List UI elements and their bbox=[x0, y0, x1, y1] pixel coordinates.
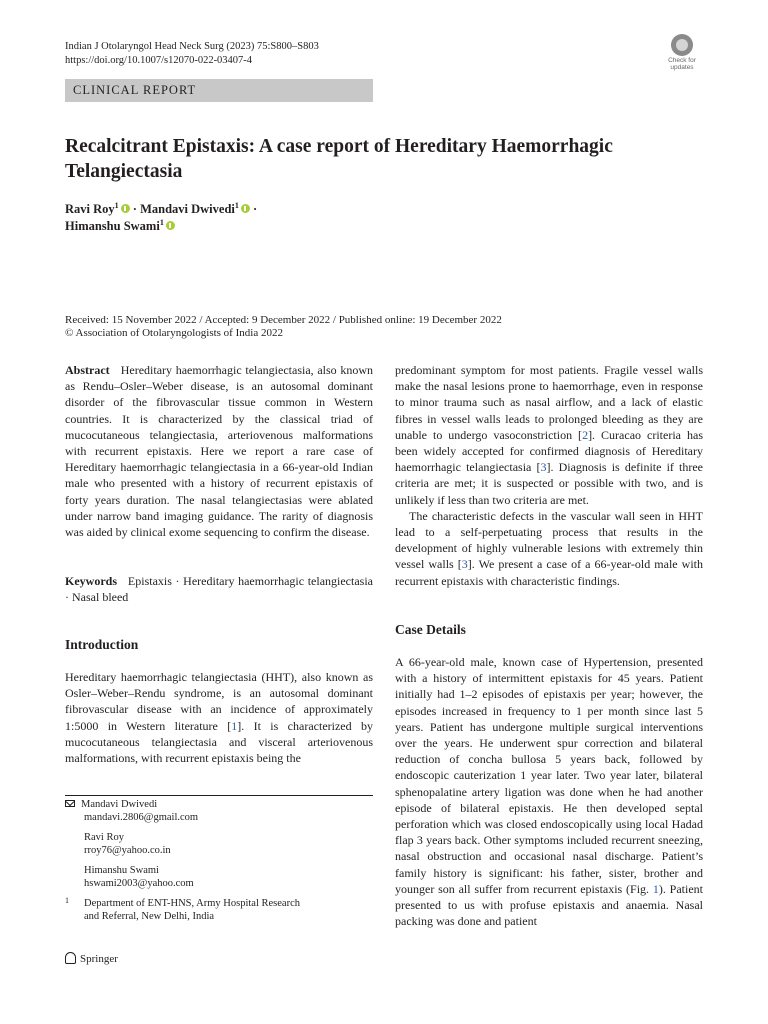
case-details-paragraph: A 66-year-old male, known case of Hypertension, presented with a history of intermittent epistaxis for 45 years. Patient initially had 1–2 episodes of epistaxis per year; however, the episodes increased in frequency to 1 per month since last 5 years. Patient has undergone multiple surgical interventions over the years. He underwent spur correction and bilateral reduction of concha bullosa 5 years back, followed by endoscopic cauterization 1 year later. Two year later, bilateral sphenopalatine artery ligation was done when he had another episode of bilateral epistaxis. He then developed septal perforation which was closed endoscopically using local Hadad flap 3 years back. Other symptoms included recurrent sneezing, nasal obstruction and occasional nasal discharge. Patient’s family history is significant: his father, sister, brother and younger son all suffer from recurrent epistaxis (Fig. 1). Patient presented to us with profuse epistaxis and anaemia. Nasal packing was done and patient bbox=[395, 655, 703, 929]
history-dates: Received: 15 November 2022 / Accepted: 9 December 2022 / Published online: 19 December 2022 bbox=[65, 314, 502, 326]
author-name[interactable]: Mandavi Dwivedi bbox=[140, 202, 235, 216]
email-link[interactable]: mandavi.2806@gmail.com bbox=[84, 811, 199, 823]
title-line1: Recalcitrant Epistaxis: A case report of Hereditary Haemorrhagic bbox=[65, 136, 613, 157]
paragraph: predominant symptom for most patients. Fragile vessel walls make the nasal lesions prone to haemorrhage, even in response to minor trauma such as nasal airflow, and a lack of elastic fibres in vessel walls leads to prolonged bleeding as they are unable to undergo vasoconstriction [2]. Curacao criteria has been widely accepted for confirmed diagnosis of Hereditary haemorrhagic telangiectasia [3]. Diagnosis is definite if three criteria are met; it is suspected or possible with two, and is unlikely if less than two criteria are met. bbox=[395, 363, 703, 507]
publisher-name: Springer bbox=[80, 953, 118, 965]
affiliation: 1 Department of ENT-HNS, Army Hospital Research and Referral, New Delhi, India bbox=[65, 896, 300, 922]
correspondence-block bbox=[65, 799, 373, 923]
article-type-banner: CLINICAL REPORT bbox=[65, 79, 373, 102]
journal-line: Indian J Otolaryngol Head Neck Surg (2023) 75:S800–S803 bbox=[65, 41, 319, 52]
author-name[interactable]: Ravi Roy bbox=[65, 202, 115, 216]
citation-link[interactable]: 3 bbox=[461, 557, 468, 572]
keywords bbox=[65, 573, 373, 605]
abstract bbox=[65, 362, 373, 540]
title-line2: Telangiectasia bbox=[65, 161, 183, 182]
citation-link[interactable]: 3 bbox=[540, 460, 547, 475]
doi-link[interactable]: https://doi.org/10.1007/s12070-022-03407-4 bbox=[65, 55, 253, 66]
citation-link[interactable]: 2 bbox=[582, 427, 589, 442]
abstract-label: Abstract bbox=[65, 363, 110, 377]
check-for-updates-badge[interactable] bbox=[662, 34, 702, 70]
author-name[interactable]: Himanshu Swami bbox=[65, 219, 160, 233]
badge-line1: Check for bbox=[668, 57, 696, 64]
orcid-icon[interactable] bbox=[241, 204, 250, 213]
introduction-paragraph: Hereditary haemorrhagic telangiectasia (HHT), also known as Osler–Weber–Rendu syndrome, is an autosomal dominant fibrovascular disease with an incidence of approximately 1:5000 in Western literature [1]. It is characterized by mucocutaneous telangiectasia and visceral arteriovenous malformations, with recurrent epistaxis being the bbox=[65, 670, 373, 766]
copyright-line: © Association of Otolaryngologists of India 2022 bbox=[65, 327, 283, 339]
author-contact-name: Ravi Roy bbox=[84, 832, 124, 843]
springer-logo-icon bbox=[65, 952, 76, 964]
keywords-label: Keywords bbox=[65, 574, 117, 588]
section-heading-introduction: Introduction bbox=[65, 637, 139, 652]
figure-link[interactable]: 1 bbox=[652, 881, 659, 896]
orcid-icon[interactable] bbox=[121, 204, 130, 213]
paragraph: The characteristic defects in the vascular wall seen in HHT lead to a self-perpetuating process that results in the development of highly vulnerable lesions with extremely thin vessel walls [3]. We present a case of a 66-year-old male with recurrent epistaxis with characteristic findings. bbox=[395, 508, 703, 588]
email-link[interactable]: rroy76@yahoo.co.in bbox=[84, 844, 171, 856]
publisher-footer bbox=[65, 952, 118, 966]
author-list: Ravi Roy$^1$ · Mandavi Dwivedi$^1$ · Himanshu Swami$^1$ bbox=[65, 200, 258, 233]
journal-citation bbox=[65, 40, 319, 68]
correspondent-name: Mandavi Dwivedi bbox=[81, 799, 158, 810]
badge-line2: updates bbox=[670, 64, 694, 71]
footnote-divider bbox=[65, 795, 373, 796]
author-contact-name: Himanshu Swami bbox=[84, 865, 159, 876]
check-for-updates-icon bbox=[671, 34, 693, 56]
orcid-icon[interactable] bbox=[166, 221, 175, 230]
keywords-text: Epistaxis · Hereditary haemorrhagic telangiectasia · Nasal bleed bbox=[65, 574, 374, 605]
introduction-continued bbox=[395, 362, 703, 589]
email-link[interactable]: hswami2003@yahoo.com bbox=[84, 877, 194, 889]
citation-link[interactable]: 1 bbox=[231, 718, 238, 733]
section-heading-case-details: Case Details bbox=[395, 622, 466, 637]
abstract-text: Hereditary haemorrhagic telangiectasia, also known as Rendu–Osler–Weber disease, is an autosomal dominant disorder of the fibrovascular tissue common in Western countries. It is characterized by the classical triad of mucocutaneous telangiectasia, arteriovenous malformations with recurrent epistaxis. Here we report a rare case of Hereditary haemorrhagic telangiectasia in a 66-year-old Indian male who presented with a history of recurrent epistaxis of forty years duration. The nasal telangiectasias were ablated under narrow band imaging guidance. The rarity of diagnosis was aided by clinical exome sequencing to confirm the disease. bbox=[65, 363, 374, 540]
envelope-icon bbox=[65, 800, 75, 807]
article-title bbox=[65, 134, 705, 184]
publication-dates bbox=[65, 314, 502, 340]
affiliation-number: 1 bbox=[65, 896, 69, 905]
